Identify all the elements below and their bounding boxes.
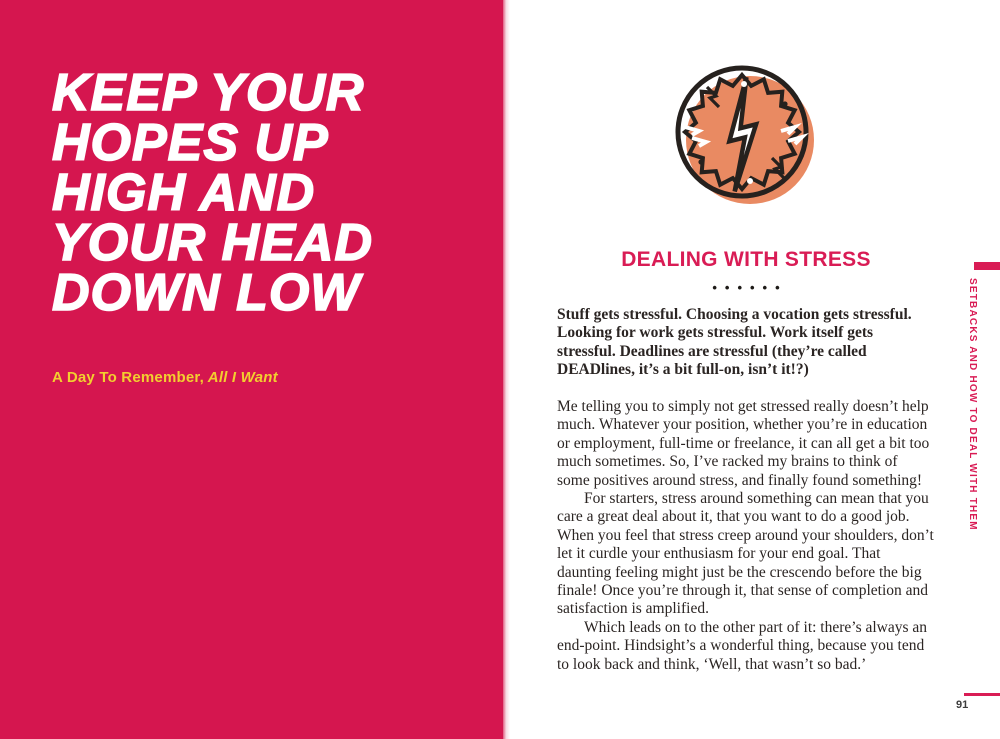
badge-dot [698,159,703,164]
badge-dot [741,81,747,87]
page-number: 91 [956,699,969,711]
lightning-badge-icon [664,54,824,214]
page-title-line: DOWN LOW [52,264,361,322]
chapter-tab-label: SETBACKS AND HOW TO DEAL WITH THEM [967,278,978,531]
page-number-rule [964,693,1000,696]
page-title-line: KEEP YOUR [52,64,365,122]
page-title-line: YOUR HEAD [52,214,374,272]
page-title-line: HIGH AND [52,164,316,222]
paragraph: Me telling you to simply not get stressed really doesn’t help much. Whatever your position, whether you’re in education or employment, full-time or freelance, it can all get a bit too much sometimes. So, I’ve racked my brains to think of some positives around stress, and finally found something! [557,398,930,489]
quote-attribution [52,369,278,386]
page-title-line: HOPES UP [52,114,329,172]
attribution-artist: A Day To Remember, [52,369,204,386]
chapter-tab-bar [974,262,1000,270]
badge-dot [782,101,787,106]
paragraph: Stuff gets stressful. Choosing a vocation gets stressful. Looking for work gets stressful. Work itself gets stressful. Deadlines are stressful (they’re called DEADlines, it’s a bit full-on, isn’t it!?) [557,306,912,379]
paragraph: Which leads on to the other part of it: there’s always an end-point. Hindsight’s a wonderful thing, because you tend to look back and think, ‘Well, that wasn’t so bad.’ [557,618,928,673]
body-text [557,306,934,674]
section-heading: DEALING WITH STRESS [621,248,871,271]
page-title [52,64,374,322]
paragraph: For starters, stress around something can mean that you care a great deal about it, that you want to do a good job. When you feel that stress creep around your shoulders, don’t let it curdle your enthusiasm for your end goal. That daunting feeling might just be the crescendo before the big finale! Once you’re through it, that sense of completion and satisfaction is amplified. [557,490,934,618]
attribution-song-title: All I Want [203,369,278,386]
page-gutter [503,0,510,739]
badge-dot [747,178,753,184]
dots-divider: •••••• [712,280,788,295]
